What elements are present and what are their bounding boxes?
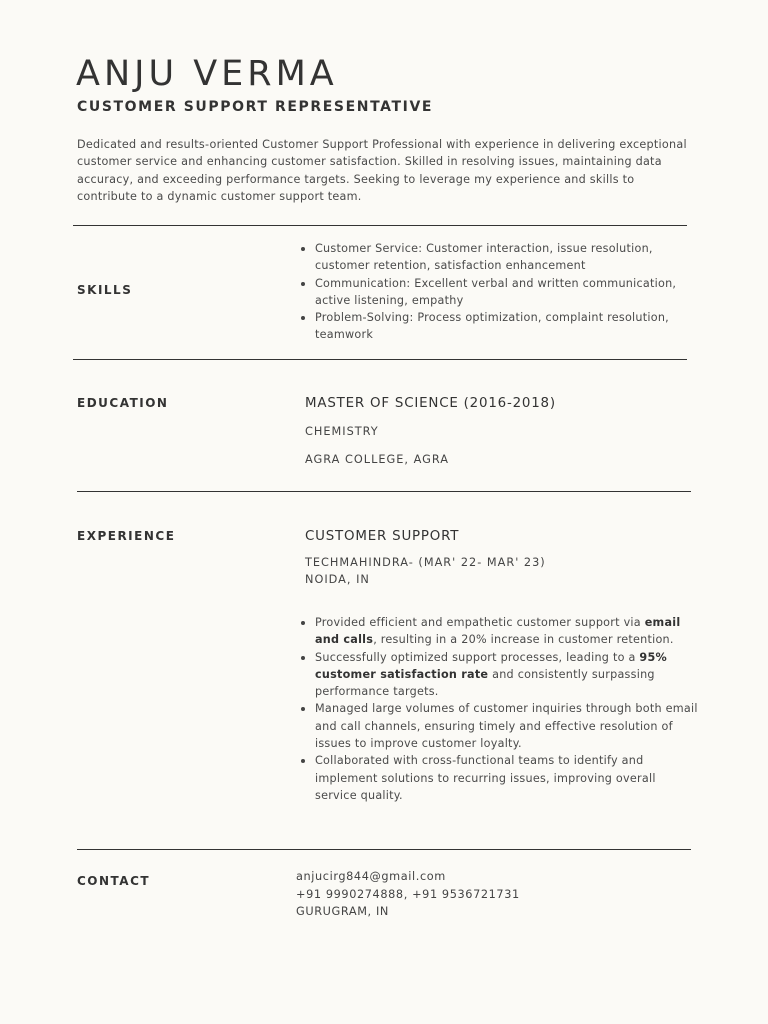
skills-heading: SKILLS (77, 283, 133, 297)
experience-item (300, 649, 700, 701)
experience-item (300, 700, 700, 752)
contact-phone[interactable]: +91 9990274888, +91 9536721731 (296, 888, 520, 901)
divider-skills (73, 359, 687, 360)
bullet-text: Successfully optimized support processes, leading to a (315, 650, 640, 664)
experience-item (300, 614, 700, 649)
job-title: CUSTOMER SUPPORT (305, 529, 460, 544)
summary-paragraph: Dedicated and results-oriented Customer Support Professional with experience in delivering exceptional customer service and enhancing customer satisfaction. Skilled in resolving issues, maintaining data accuracy, and exceeding performance targets. Seeking to leverage my experience and skills to contribute to a dynamic customer support team. (77, 138, 687, 203)
contact-heading: CONTACT (77, 874, 151, 888)
experience-list (300, 614, 700, 804)
bullet-text: Provided efficient and empathetic customer support via (315, 616, 645, 629)
bullet-text: Collaborated with cross-functional teams to identify and implement solutions to recurring issues, improving overall service quality. (315, 754, 656, 802)
candidate-role: CUSTOMER SUPPORT REPRESENTATIVE (77, 99, 434, 115)
skill-item: Communication: Excellent verbal and written communication, active listening, empathy (300, 275, 688, 310)
school-name: AGRA COLLEGE, AGRA (305, 453, 449, 466)
bullet-text: and consistently surpassing performance targets. (315, 667, 655, 699)
skill-item: Problem-Solving: Process optimization, complaint resolution, teamwork (300, 309, 688, 344)
divider-experience (77, 849, 691, 850)
contact-email[interactable]: anjucirg844@gmail.com (296, 870, 446, 883)
bullet-text: , resulting in a 20% increase in customer retention. (373, 633, 674, 647)
bullet-text: Managed large volumes of customer inquiries through both email and call channels, ensuring timely and effective resolution of issues to improve customer loyalty. (315, 702, 698, 751)
degree-title: MASTER OF SCIENCE (2016-2018) (305, 396, 556, 411)
divider-education (77, 491, 691, 492)
experience-heading: EXPERIENCE (77, 529, 176, 543)
candidate-name: ANJU VERMA (76, 54, 338, 94)
skills-list (300, 240, 688, 344)
education-heading: EDUCATION (77, 396, 169, 410)
experience-item (300, 752, 700, 804)
bullet-emphasis: email and calls (315, 616, 681, 647)
bullet-emphasis: 95% customer satisfaction rate (315, 650, 667, 681)
skill-item: Customer Service: Customer interaction, issue resolution, customer retention, satisfaction enhancement (300, 240, 688, 275)
company-dates: TECHMAHINDRA- (MAR' 22- MAR' 23) (305, 556, 546, 569)
divider-top (73, 225, 687, 226)
degree-field: CHEMISTRY (305, 425, 379, 438)
contact-location: GURUGRAM, IN (296, 905, 389, 918)
job-location: NOIDA, IN (305, 573, 370, 586)
